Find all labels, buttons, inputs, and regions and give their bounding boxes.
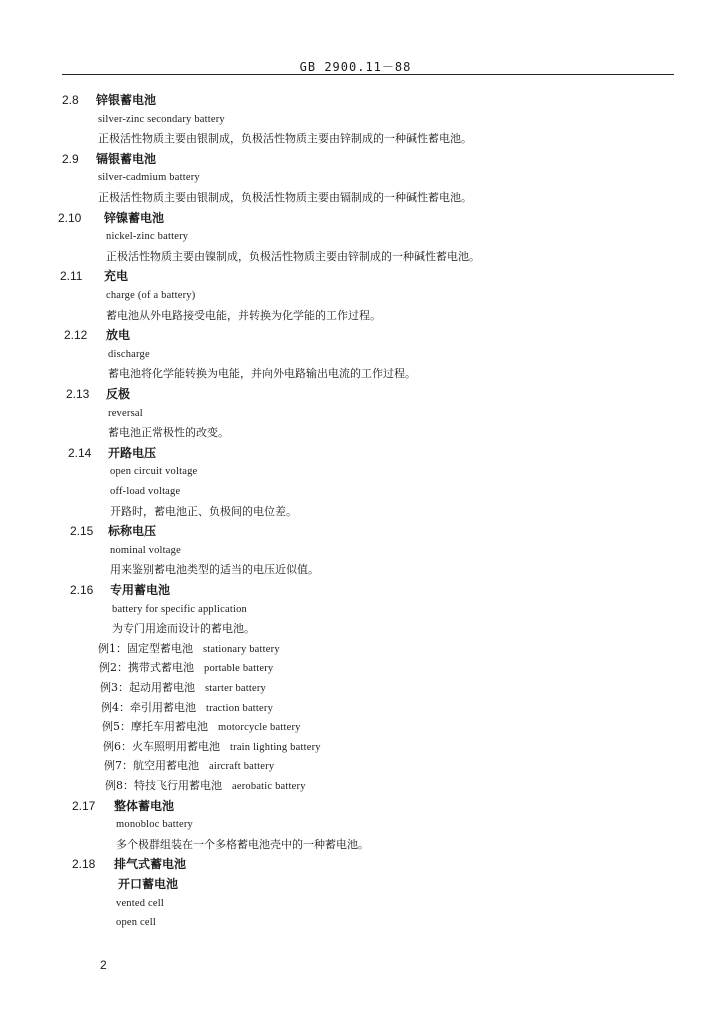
term-number: 2.16 [70, 583, 94, 597]
term-english: open cell [116, 917, 156, 929]
term-synonym: 开口蓄电池 [118, 877, 179, 891]
term-title: 放电 [106, 328, 131, 343]
example-english: starter battery [205, 683, 267, 694]
example-item [103, 740, 321, 755]
term-definition: 蓄电池正常极性的改变。 [108, 426, 229, 440]
term-english: discharge [108, 348, 150, 360]
term-english: silver-cadmium battery [98, 172, 200, 184]
example-item [98, 642, 280, 657]
example-english: aerobatic battery [232, 781, 306, 792]
term-title: 锌银蓄电池 [96, 93, 157, 107]
example-english: portable battery [204, 663, 274, 675]
term-number: 2.8 [62, 93, 79, 107]
example-label: 例6：火车照明用蓄电池 [103, 739, 220, 753]
term-title: 专用蓄电池 [110, 583, 171, 597]
example-item [99, 661, 273, 676]
term-english: vented cell [116, 897, 164, 909]
term-english: monobloc battery [116, 819, 193, 831]
term-number: 2.13 [66, 387, 90, 401]
example-label: 例8：特技飞行用蓄电池 [105, 779, 222, 792]
term-english: charge (of a battery) [106, 290, 196, 301]
term-definition: 蓄电池将化学能转换为电能，并向外电路输出电流的工作过程。 [108, 367, 416, 381]
term-title: 排气式蓄电池 [114, 857, 187, 872]
example-item [102, 720, 301, 735]
term-english: reversal [108, 407, 143, 419]
example-english: motorcycle battery [218, 722, 301, 734]
term-number: 2.17 [72, 798, 96, 813]
example-item [104, 759, 274, 774]
example-english: stationary battery [203, 643, 280, 655]
term-number: 2.11 [60, 269, 83, 284]
term-number: 2.9 [62, 151, 79, 166]
term-definition: 正极活性物质主要由镍制成，负极活性物质主要由锌制成的一种碱性蓄电池。 [106, 249, 480, 263]
example-label: 例1：固定型蓄电池 [98, 641, 193, 655]
term-definition: 用来鉴别蓄电池类型的适当的电压近似值。 [110, 563, 319, 577]
example-label: 例3：起动用蓄电池 [100, 681, 195, 694]
example-english: traction battery [206, 702, 274, 714]
term-number: 2.10 [58, 210, 82, 225]
term-title: 标称电压 [108, 524, 157, 539]
term-english: silver-zinc secondary battery [98, 113, 225, 125]
term-number: 2.12 [64, 328, 88, 343]
term-title: 整体蓄电池 [114, 798, 175, 813]
term-title: 开路电压 [108, 445, 157, 460]
page-number: 2 [100, 958, 107, 972]
term-title: 锌镍蓄电池 [104, 210, 165, 225]
term-definition: 为专门用途而设计的蓄电池。 [112, 622, 255, 636]
term-english: off-load voltage [110, 486, 181, 497]
term-title: 镉银蓄电池 [96, 151, 157, 166]
term-definition: 蓄电池从外电路接受电能，并转换为化学能的工作过程。 [106, 308, 381, 322]
example-english: train lighting battery [230, 741, 321, 753]
example-item [101, 701, 273, 716]
term-title: 充电 [104, 269, 129, 284]
term-definition: 正极活性物质主要由银制成，负极活性物质主要由镉制成的一种碱性蓄电池。 [98, 191, 472, 204]
example-label: 例4：牵引用蓄电池 [101, 700, 196, 714]
term-number: 2.14 [68, 445, 92, 460]
example-english: aircraft battery [209, 761, 275, 773]
term-english: battery for specific application [112, 603, 247, 615]
header-rule [62, 74, 674, 75]
example-item [105, 779, 306, 794]
term-number: 2.15 [70, 524, 94, 539]
term-english: nickel-zinc battery [106, 231, 189, 243]
term-title: 反极 [106, 387, 131, 401]
example-label: 例5：摩托车用蓄电池 [102, 720, 208, 734]
term-number: 2.18 [72, 857, 96, 872]
term-definition: 正极活性物质主要由银制成，负极活性物质主要由锌制成的一种碱性蓄电池。 [98, 132, 472, 146]
term-english: nominal voltage [110, 544, 181, 556]
term-english: open circuit voltage [110, 466, 198, 478]
term-definition: 多个极群组装在一个多格蓄电池壳中的一种蓄电池。 [116, 837, 369, 851]
example-label: 例7：航空用蓄电池 [104, 759, 199, 773]
example-label: 例2：携带式蓄电池 [99, 661, 194, 675]
standard-code-header: GB 2900.11－88 [299, 60, 412, 74]
term-definition: 开路时，蓄电池正、负极间的电位差。 [110, 504, 297, 518]
example-item [100, 681, 266, 696]
